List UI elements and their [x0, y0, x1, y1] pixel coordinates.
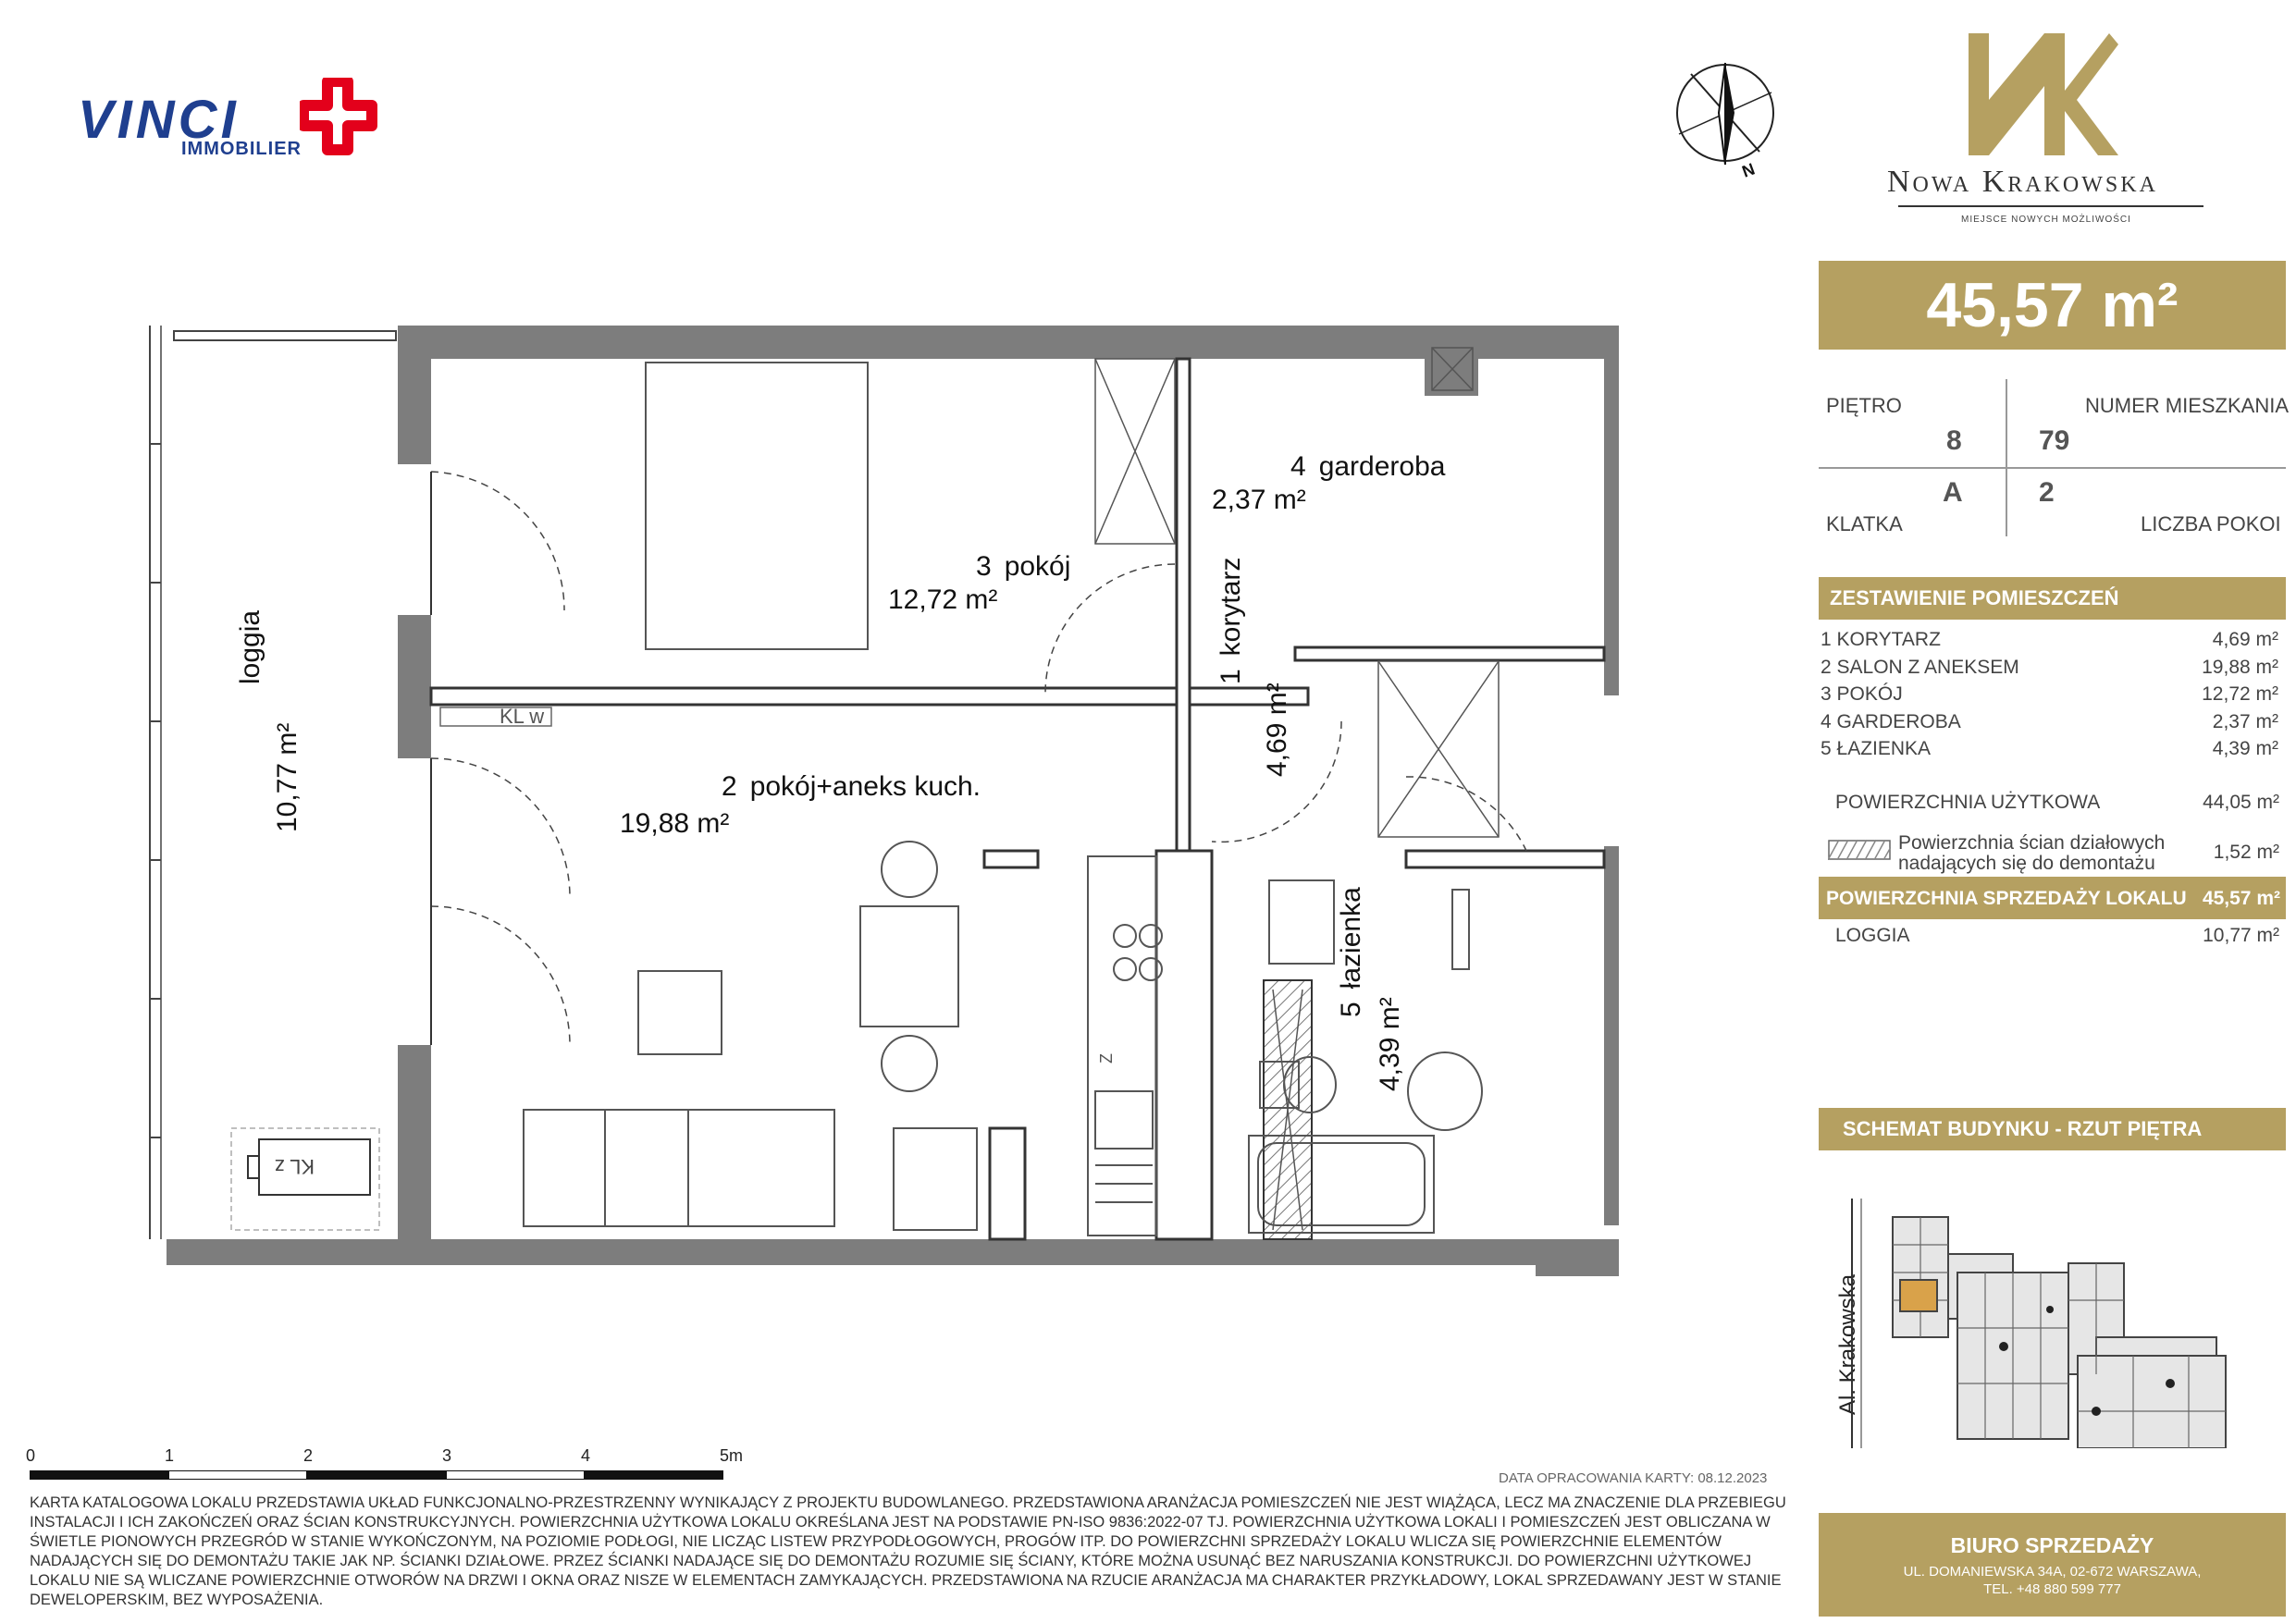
loggia-value: 10,77 m²: [2203, 925, 2279, 946]
compass-icon: [1665, 55, 1795, 185]
office-title: BIURO SPRZEDAŻY: [1950, 1533, 2154, 1557]
apt-number-label: NUMER MIESZKANIA: [2085, 394, 2290, 417]
hatched-legend-icon: [1828, 840, 1891, 860]
rooms-value: 2: [2039, 477, 2055, 508]
rooms-table-row: [1819, 627, 2286, 655]
loggia-label: loggia: [235, 609, 265, 684]
nk-brand-name: Nowa Krakowska: [1887, 165, 2158, 199]
scale-seg: [30, 1470, 168, 1480]
building-scheme-map: [1819, 1199, 2263, 1448]
room5-label: 5łazienka: [1336, 887, 1366, 1017]
scale-seg: [168, 1470, 307, 1480]
office-address: UL. DOMANIEWSKA 34A, 02-672 WARSZAWA,: [1903, 1564, 2202, 1580]
room5-area: 4,39 m²: [1375, 997, 1405, 1091]
room1-area: 4,69 m²: [1262, 682, 1292, 777]
kl-w-label: KL w: [500, 705, 545, 728]
room-row-area: 4,39 m²: [2212, 738, 2278, 759]
highlighted-unit: [1900, 1280, 1937, 1311]
floor-plan: [139, 314, 1619, 1276]
disclaimer-text: KARTA KATALOGOWA LOKALU PRZEDSTAWIA UKŁAD FUNKCJONALNO-PRZESTRZENNY WYNIKAJĄCY Z PROJEKTU BUDOWLANEGO. PRZEDSTAWIONA ARANŻACJA POMIESZCZEŃ NIE JEST WIĄŻĄCA, LECZ MA ZNACZENIE DLA PRZEBIEGU INSTALACJI I ICH ZAKOŃCZEŃ ORAZ ŚCIAN KONSTRUKCYJNYCH. POWIERZCHNIA UŻYTKOWA LOKALU OKREŚLANA JEST NA PODSTAWIE PN-ISO 9836:2022-07 TJ. POWIERZCHNIA UŻYTKOWA LOKALI I POMIESZCZEŃ JEST OBLICZANA W ŚWIETLE PIONOWYCH PRZEGRÓD W STANIE WYKOŃCZONYM, NA POZIOMIE PODŁOGI, NIE LICZĄC LISTEW PRZYPODŁOGOWYCH, PROGÓW ITP. DO POWIERZCHNI SPRZEDAŻY LOKALU WLICZA SIĘ POWIERZCHNIE ELEMENTÓW NADAJĄCYCH SIĘ DO DEMONTAŻU TAKIE JAK NP. ŚCIANKI DZIAŁOWE. PRZEZ ŚCIANKI NADAJĄCE SIĘ DO DEMONTAŻU ROZUMIE SIĘ ŚCIANY, KTÓRE MOŻNA USUNĄĆ BEZ NARUSZANIA KONSTRUKCJI. DO POWIERZCHNI UŻYTKOWEJ LOKALU NIE SĄ WLICZANE POWIERZCHNIE OTWORÓW NA DRZWI I OKNA ORAZ NISZE W ELEMENTACH ZAMYKAJĄCYCH. PRZEDSTAWIONA NA RZUCIE ARANŻACJA MA CHARAKTER PRZYKŁADOWY, LOKAL SPRZEDAWANY JEST W STANIE DEWELOPERSKIM, BEZ WYPOSAŻENIA.: [30, 1494, 1786, 1608]
room-row-name: 3 POKÓJ: [1821, 683, 1903, 705]
loggia-label: LOGGIA: [1835, 925, 1910, 946]
date-line: DATA OPRACOWANIA KARTY: 08.12.2023: [1499, 1470, 1768, 1486]
compass-north-label: N: [1739, 159, 1758, 181]
rooms-table-row: [1819, 736, 2286, 764]
vinci-logo-text: VINCI: [78, 90, 240, 150]
room-row-name: 1 KORYTARZ: [1821, 629, 1941, 650]
vinci-cross-icon: [300, 78, 383, 161]
apt-number-value: 79: [2039, 425, 2070, 456]
rooms-label: LICZBA POKOI: [2141, 512, 2281, 535]
sales-area-label: POWIERZCHNIA SPRZEDAŻY LOKALU: [1826, 888, 2187, 909]
total-area-banner: 45,57 m²: [1819, 261, 2286, 350]
rooms-table-header: ZESTAWIENIE POMIESZCZEŃ: [1819, 577, 2286, 620]
room2-area: 19,88 m²: [620, 808, 730, 839]
scale-tick-label: 5m: [720, 1446, 744, 1465]
office-phone: TEL. +48 880 599 777: [1983, 1581, 2121, 1597]
summary-vline: [2006, 379, 2007, 536]
sales-area-bar: [1819, 877, 2286, 919]
floor-label: PIĘTRO: [1826, 394, 1902, 417]
scale-tick-label: 2: [303, 1446, 314, 1465]
sales-area-value: 45,57 m²: [2202, 888, 2280, 909]
room4-label: 4 garderoba: [1290, 451, 1446, 482]
rooms-table-row: [1819, 709, 2286, 737]
loggia-area: 10,77 m²: [272, 722, 302, 832]
scale-tick-label: 0: [26, 1446, 36, 1465]
walls-label-line1: Powierzchnia ścian działowych: [1898, 832, 2166, 854]
walls-label-line2: nadających się do demontażu: [1898, 853, 2155, 874]
floor-value: 8: [1946, 425, 1962, 456]
usable-area-label: POWIERZCHNIA UŻYTKOWA: [1835, 792, 2101, 813]
scale-seg: [307, 1470, 446, 1480]
room1-label: 1korytarz: [1216, 557, 1246, 684]
vinci-logo-subtext: IMMOBILIER: [181, 139, 302, 159]
room3-label: 3 pokój: [976, 551, 1071, 582]
nk-tagline: MIEJSCE NOWYCH MOŻLIWOŚCI: [1961, 215, 2131, 225]
room-row-name: 4 GARDEROBA: [1821, 710, 1961, 732]
room-row-name: 2 SALON Z ANEKSEM: [1821, 656, 2019, 678]
room2-label: 2 pokój+aneks kuch.: [722, 771, 981, 802]
rooms-table: [1819, 627, 2286, 764]
room-row-name: 5 ŁAZIENKA: [1821, 738, 1932, 759]
vinci-logo: [78, 78, 392, 161]
nk-divider: [1898, 205, 2203, 207]
scale-tick-label: 1: [165, 1446, 175, 1465]
summary-grid: [1819, 379, 2290, 536]
street-label: Al. Krakowska: [1835, 1273, 1860, 1416]
nk-monogram-icon: [1961, 26, 2118, 160]
z-mark: Z: [1097, 1053, 1116, 1064]
rooms-table-row: [1819, 682, 2286, 709]
sales-office-box: [1819, 1513, 2286, 1617]
room-row-area: 2,37 m²: [2212, 710, 2278, 732]
scale-seg: [446, 1470, 585, 1480]
rooms-table-row: [1819, 655, 2286, 682]
room-row-area: 4,69 m²: [2212, 629, 2278, 650]
summary-hline: [1819, 467, 2286, 469]
scale-seg: [585, 1470, 723, 1480]
staircase-value: A: [1943, 477, 1963, 508]
room-row-area: 12,72 m²: [2202, 683, 2278, 705]
scale-tick-label: 3: [442, 1446, 452, 1465]
usable-area-value: 44,05 m²: [2203, 792, 2279, 813]
kl-z-label: KL z: [274, 1155, 315, 1178]
scale-bar: [26, 1446, 744, 1491]
room3-area: 12,72 m²: [888, 584, 998, 615]
walls-value: 1,52 m²: [2213, 842, 2279, 863]
building-scheme-header: SCHEMAT BUDYNKU - RZUT PIĘTRA: [1819, 1108, 2286, 1150]
room-row-area: 19,88 m²: [2202, 656, 2278, 678]
room4-area: 2,37 m²: [1212, 485, 1306, 515]
scale-tick-label: 4: [581, 1446, 591, 1465]
staircase-label: KLATKA: [1826, 512, 1903, 535]
